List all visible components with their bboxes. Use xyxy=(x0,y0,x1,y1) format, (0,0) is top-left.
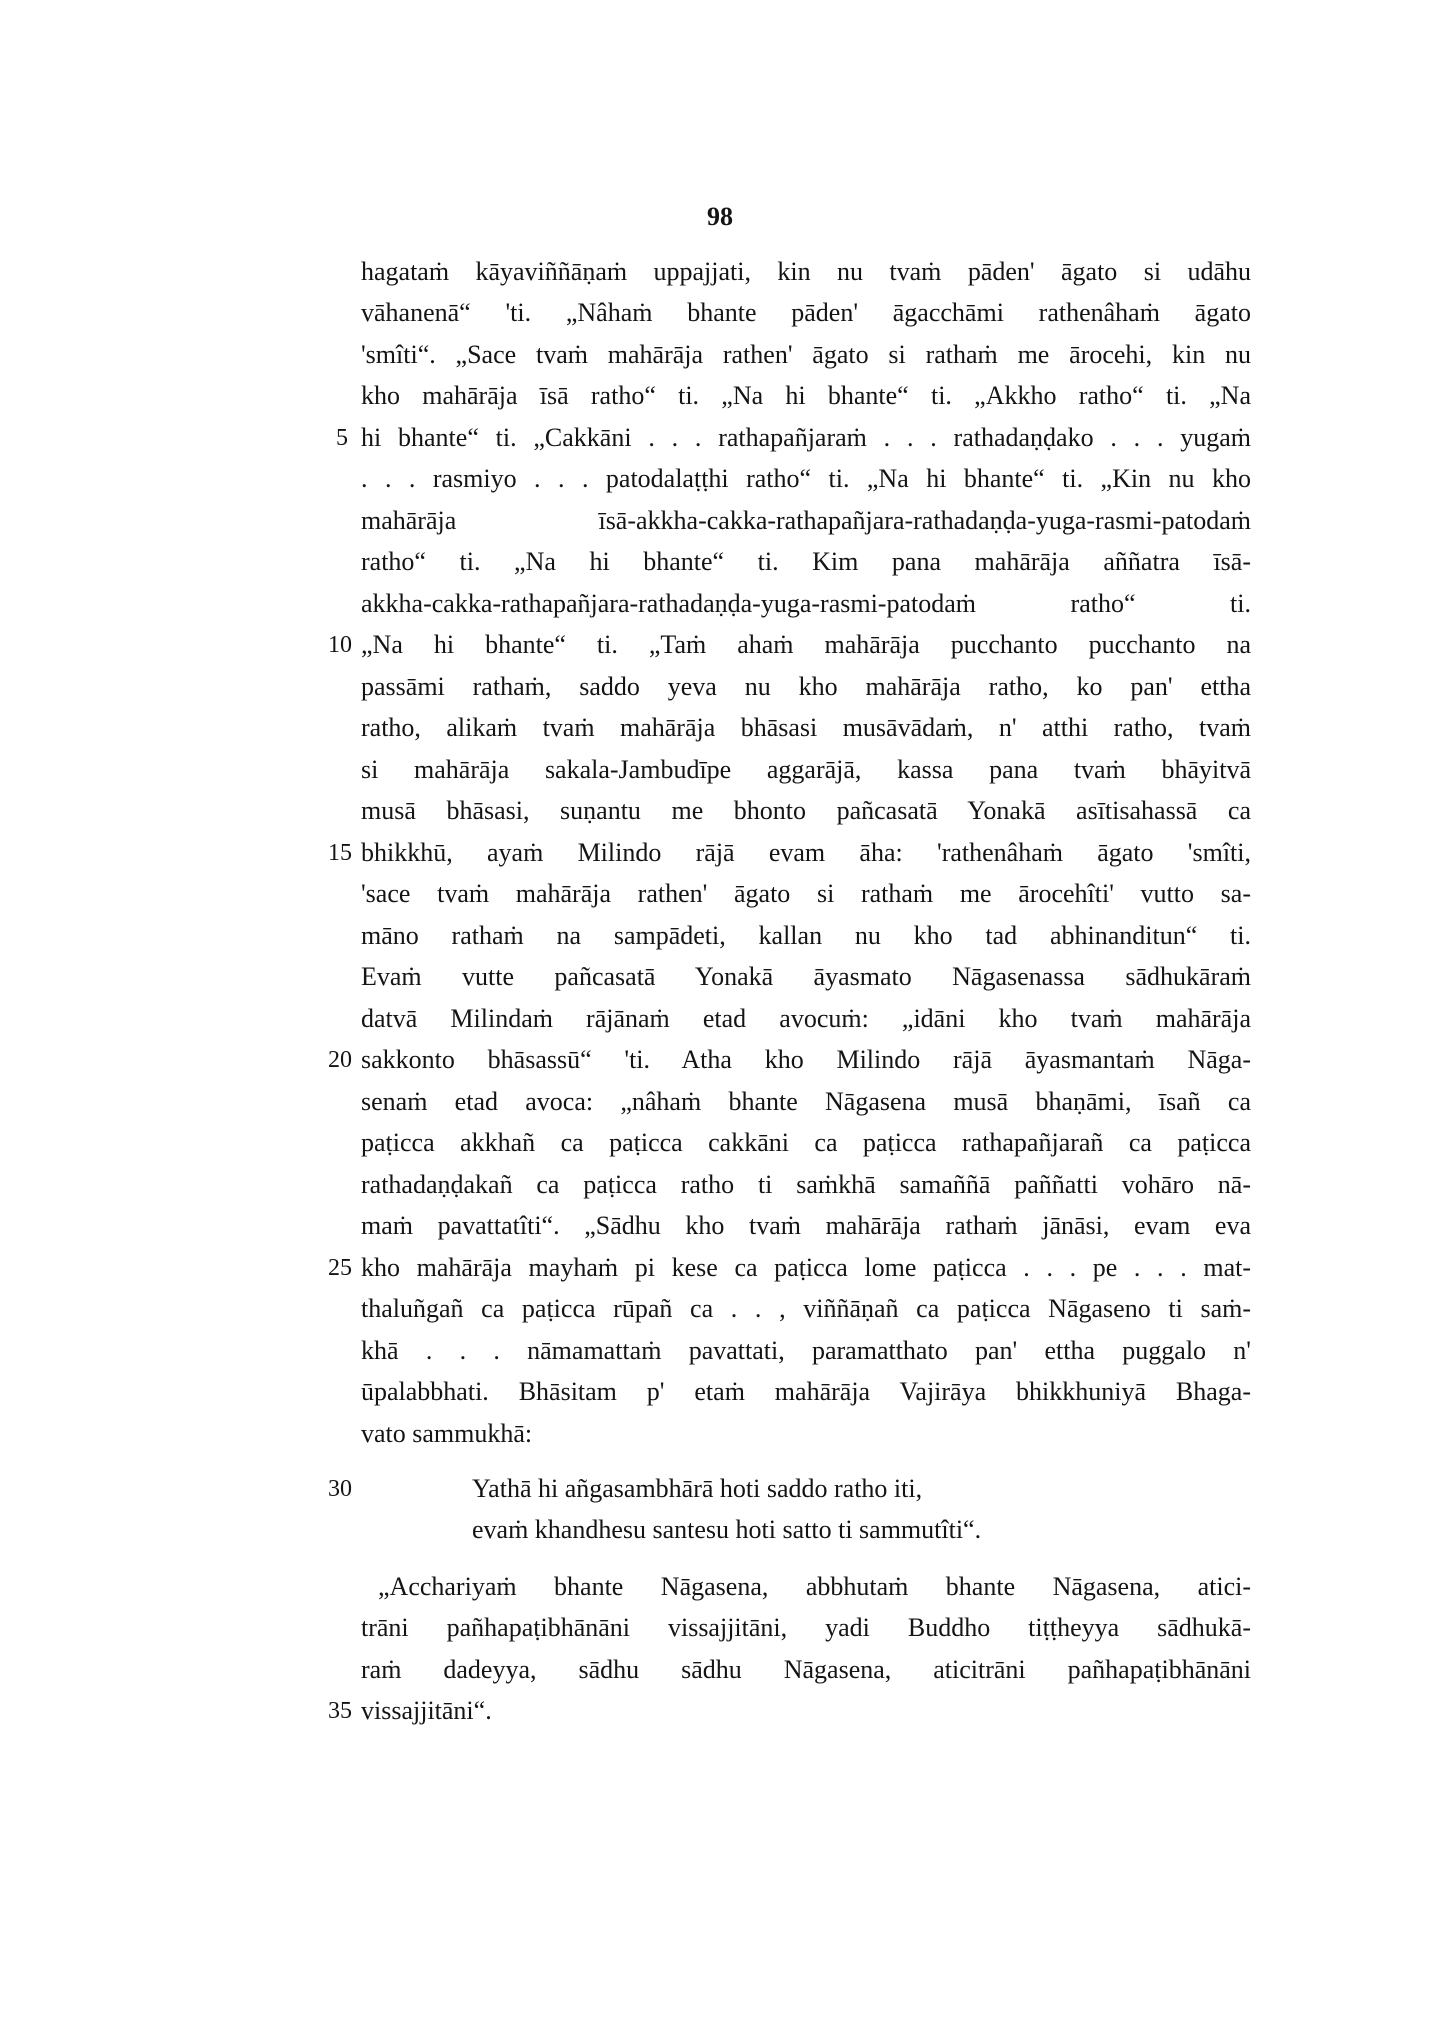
text-line: thaluñgañ ca paṭicca rūpañ ca . . , viññāṇañ ca paṭicca Nāgaseno ti saṁ- xyxy=(361,1294,1251,1323)
text-line: bhikkhū, ayaṁ Milindo rājā evam āha: 'rathenâhaṁ āgato 'smîti, xyxy=(361,838,1251,867)
text-line: vissajjitāni“. xyxy=(361,1696,492,1725)
verse-line: Yathā hi añgasambhārā hoti saddo ratho iti, xyxy=(472,1474,923,1503)
text-line: māno rathaṁ na sampādeti, kallan nu kho tad abhinanditun“ ti. xyxy=(361,921,1251,950)
text-line: vato sammukhā: xyxy=(361,1419,533,1448)
line-number: 20 xyxy=(328,1047,352,1073)
text-line: musā bhāsasi, suṇantu me bhonto pañcasatā Yonakā asītisahassā ca xyxy=(361,796,1251,825)
text-line: „Acchariyaṁ bhante Nāgasena, abbhutaṁ bhante Nāgasena, atici- xyxy=(378,1572,1251,1601)
text-line: „Na hi bhante“ ti. „Taṁ ahaṁ mahārāja pucchanto pucchanto na xyxy=(361,630,1251,659)
text-line: kho mahārāja mayhaṁ pi kese ca paṭicca lome paṭicca . . . pe . . . mat- xyxy=(361,1253,1251,1282)
text-line: hi bhante“ ti. „Cakkāni . . . rathapañjaraṁ . . . rathadaṇḍako . . . yugaṁ xyxy=(361,423,1251,452)
text-line: ūpalabbhati. Bhāsitam p' etaṁ mahārāja Vajirāya bhikkhuniyā Bhaga- xyxy=(361,1377,1251,1406)
text-line: si mahārāja sakala-Jambudīpe aggarājā, kassa pana tvaṁ bhāyitvā xyxy=(361,755,1251,784)
text-line: paṭicca akkhañ ca paṭicca cakkāni ca paṭicca rathapañjarañ ca paṭicca xyxy=(361,1128,1251,1157)
text-line: 'smîti“. „Sace tvaṁ mahārāja rathen' āgato si rathaṁ me ārocehi, kin nu xyxy=(361,340,1251,369)
line-number: 30 xyxy=(328,1476,352,1502)
text-line: datvā Milindaṁ rājānaṁ etad avocuṁ: „idāni kho tvaṁ mahārāja xyxy=(361,1004,1251,1033)
text-line: Evaṁ vutte pañcasatā Yonakā āyasmato Nāgasenassa sādhukāraṁ xyxy=(361,962,1251,991)
page-number: 98 xyxy=(707,202,733,231)
text-line: mahārāja īsā-akkha-cakka-rathapañjara-rathadaṇḍa-yuga-rasmi-patodaṁ xyxy=(361,506,1251,535)
line-number: 35 xyxy=(328,1698,352,1724)
text-line: akkha-cakka-rathapañjara-rathadaṇḍa-yuga-rasmi-patodaṁ ratho“ ti. xyxy=(361,589,1251,618)
line-number: 25 xyxy=(328,1255,352,1281)
text-line: sakkonto bhāsassū“ 'ti. Atha kho Milindo rājā āyasmantaṁ Nāga- xyxy=(361,1045,1251,1074)
line-number: 15 xyxy=(328,840,352,866)
text-line: rathadaṇḍakañ ca paṭicca ratho ti saṁkhā samaññā paññatti vohāro nā- xyxy=(361,1170,1251,1199)
text-line: 'sace tvaṁ mahārāja rathen' āgato si rathaṁ me ārocehîti' vutto sa- xyxy=(361,879,1251,908)
text-line: ratho“ ti. „Na hi bhante“ ti. Kim pana mahārāja aññatra īsā- xyxy=(361,547,1251,576)
text-line: passāmi rathaṁ, saddo yeva nu kho mahārāja ratho, ko pan' ettha xyxy=(361,672,1251,701)
text-line: raṁ dadeyya, sādhu sādhu Nāgasena, aticitrāni pañhapaṭibhānāni xyxy=(361,1655,1251,1684)
text-line: vāhanenā“ 'ti. „Nâhaṁ bhante pāden' āgacchāmi rathenâhaṁ āgato xyxy=(361,298,1251,327)
text-line: hagataṁ kāyaviññāṇaṁ uppajjati, kin nu tvaṁ pāden' āgato si udāhu xyxy=(361,257,1251,286)
text-line: kho mahārāja īsā ratho“ ti. „Na hi bhante“ ti. „Akkho ratho“ ti. „Na xyxy=(361,381,1251,410)
text-line: senaṁ etad avoca: „nâhaṁ bhante Nāgasena musā bhaṇāmi, īsañ ca xyxy=(361,1087,1251,1116)
text-line: . . . rasmiyo . . . patodalaṭṭhi ratho“ ti. „Na hi bhante“ ti. „Kin nu kho xyxy=(361,464,1251,493)
text-line: trāni pañhapaṭibhānāni vissajjitāni, yadi Buddho tiṭṭheyya sādhukā- xyxy=(361,1613,1251,1642)
line-number: 10 xyxy=(328,632,352,658)
text-line: khā . . . nāmamattaṁ pavattati, paramatthato pan' ettha puggalo n' xyxy=(361,1336,1251,1365)
line-number: 5 xyxy=(336,425,348,451)
text-line: ratho, alikaṁ tvaṁ mahārāja bhāsasi musāvādaṁ, n' atthi ratho, tvaṁ xyxy=(361,713,1251,742)
verse-line: evaṁ khandhesu santesu hoti satto ti sammutîti“. xyxy=(472,1515,982,1544)
text-line: maṁ pavattatîti“. „Sādhu kho tvaṁ mahārāja rathaṁ jānāsi, evam eva xyxy=(361,1211,1251,1240)
